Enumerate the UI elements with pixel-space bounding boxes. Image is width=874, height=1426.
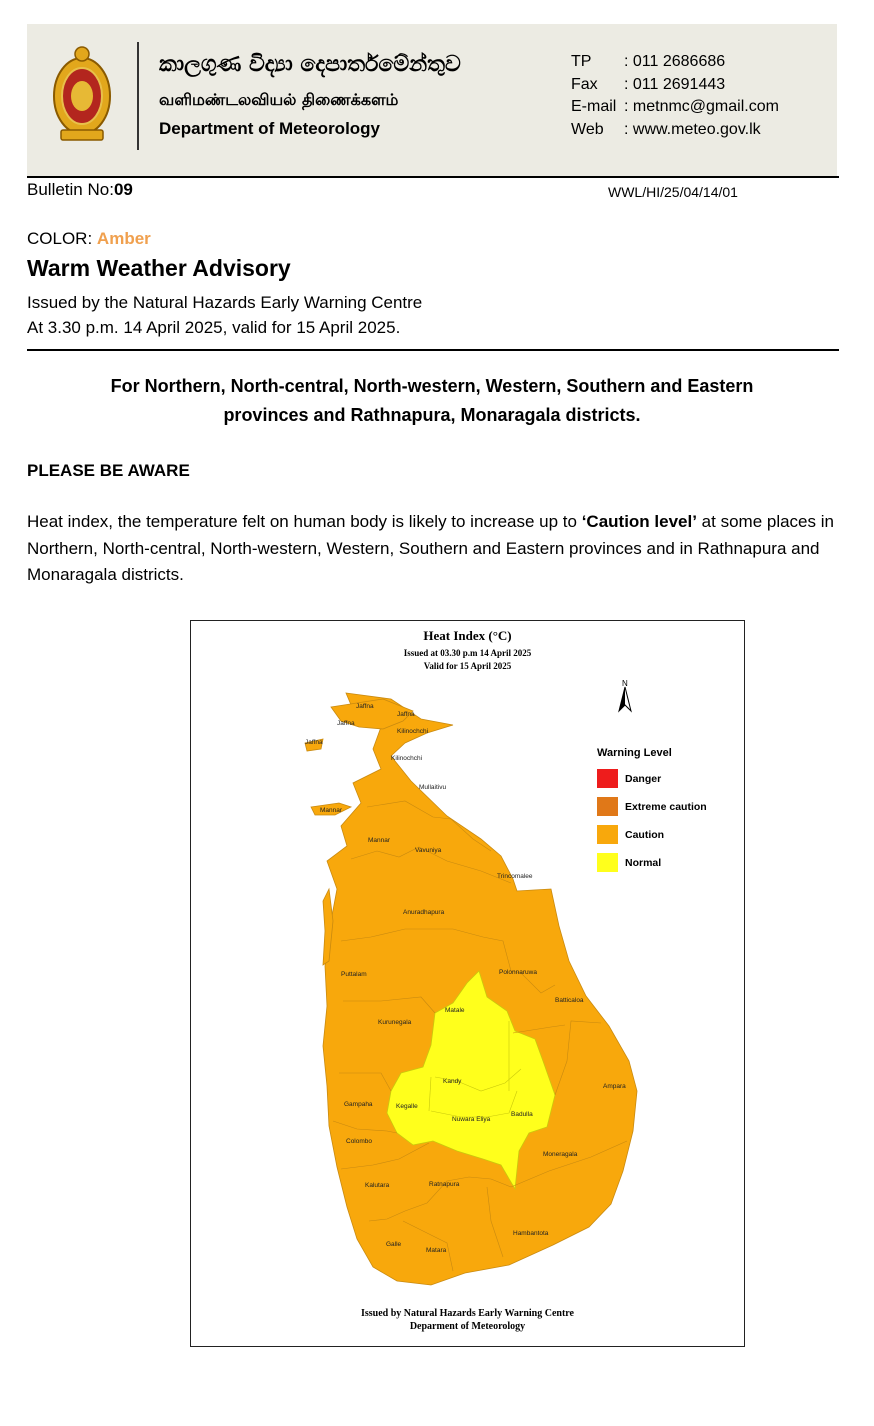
district-label-kegalle: Kegalle xyxy=(396,1103,418,1110)
legend-item-danger xyxy=(597,768,707,789)
district-label-jaffna: Jaffna xyxy=(397,711,415,718)
legend-item-caution xyxy=(597,824,707,845)
district-label-jaffna: Jaffna xyxy=(305,739,323,746)
color-level xyxy=(27,229,151,249)
contact-value: : 011 2691443 xyxy=(624,75,726,93)
color-value: Amber xyxy=(96,229,151,248)
district-label-mullaitivu: Mullaitivu xyxy=(419,784,447,791)
district-label-mannar: Mannar xyxy=(320,807,343,814)
org-name-sinhala: කාලගුණ විද්‍යා දෙපාර්තමේන්තුව xyxy=(159,52,461,77)
legend-label: Danger xyxy=(625,772,662,785)
legend-swatch xyxy=(597,853,618,872)
legend-label: Normal xyxy=(625,856,662,869)
district-label-matara: Matara xyxy=(426,1247,447,1254)
district-label-gampaha: Gampaha xyxy=(344,1101,373,1108)
district-label-anuradhapura: Anuradhapura xyxy=(403,909,445,916)
contact-block xyxy=(571,51,779,141)
contact-key: Fax xyxy=(571,75,598,93)
color-label: COLOR: xyxy=(27,229,93,248)
sri-lanka-map xyxy=(191,621,743,1345)
regions-line-1: For Northern, North-central, North-western, Western, Southern and Eastern xyxy=(110,376,754,396)
contact-value: : 011 2686686 xyxy=(624,53,726,70)
district-label-ratnapura: Ratnapura xyxy=(429,1181,460,1188)
sri-lanka-emblem-icon xyxy=(51,44,113,144)
district-label-colombo: Colombo xyxy=(346,1138,373,1145)
district-label-kilinochchi: Kilinochchi xyxy=(391,755,423,762)
contact-value[interactable]: : metnmc@gmail.com xyxy=(624,98,779,115)
bulletin-number xyxy=(27,180,133,200)
contact-fax xyxy=(571,74,779,97)
issued-info xyxy=(27,290,422,340)
letterhead xyxy=(27,24,837,176)
district-label-mannar: Mannar xyxy=(368,837,391,844)
issued-by: Issued by the Natural Hazards Early Warning Centre xyxy=(27,293,423,312)
bulletin-label: Bulletin No: xyxy=(27,180,114,199)
district-label-polonnaruwa: Polonnaruwa xyxy=(499,969,537,976)
org-name-tamil: வளிமண்டலவியல் திணைக்களம் xyxy=(159,90,399,109)
legend-label: Extreme caution xyxy=(625,800,707,813)
district-label-kilinochchi: Kilinochchi xyxy=(397,728,429,735)
section-rule xyxy=(27,349,839,351)
district-label-batticaloa: Batticaloa xyxy=(555,997,584,1004)
advisory-body xyxy=(27,509,842,589)
legend-swatch xyxy=(597,825,618,844)
map-title: Heat Index (°C) xyxy=(423,628,512,643)
header-divider xyxy=(137,42,139,150)
district-label-moneragala: Moneragala xyxy=(543,1151,578,1158)
header-rule xyxy=(27,176,839,178)
district-label-trincomalee: Trincomalee xyxy=(497,873,533,880)
regions-line-2: provinces and Rathnapura, Monaragala districts. xyxy=(223,405,641,425)
legend-title: Warning Level xyxy=(597,747,672,759)
map-footer-department: Deparment of Meteorology xyxy=(409,1321,526,1332)
legend-swatch xyxy=(597,769,618,788)
map-legend xyxy=(597,747,707,880)
org-name-english: Department of Meteorology xyxy=(159,119,381,138)
body-pre: Heat index, the temperature felt on human body is likely to increase up to xyxy=(27,512,582,531)
contact-key: E-mail xyxy=(571,98,617,115)
affected-regions xyxy=(27,372,837,430)
map-issued: Issued at 03.30 p.m 14 April 2025 xyxy=(403,648,532,658)
district-label-kandy: Kandy xyxy=(443,1078,462,1085)
legend-label: Caution xyxy=(625,828,665,841)
district-label-hambantota: Hambantota xyxy=(513,1230,549,1237)
issued-time: At 3.30 p.m. 14 April 2025, valid for 15 April 2025. xyxy=(27,318,401,337)
district-label-kalutara: Kalutara xyxy=(365,1182,390,1189)
district-label-nuwara-eliya: Nuwara Eliya xyxy=(452,1116,491,1123)
heat-index-map xyxy=(190,620,745,1347)
district-label-puttalam: Puttalam xyxy=(341,971,367,978)
contact-value[interactable]: : www.meteo.gov.lk xyxy=(624,120,761,138)
contact-key: Web xyxy=(571,120,604,138)
district-label-ampara: Ampara xyxy=(603,1083,626,1090)
contact-web xyxy=(571,119,779,142)
legend-swatch xyxy=(597,797,618,816)
advisory-title: Warm Weather Advisory xyxy=(27,255,291,281)
legend-item-normal xyxy=(597,852,707,873)
district-label-badulla: Badulla xyxy=(511,1111,533,1118)
district-label-galle: Galle xyxy=(386,1241,402,1248)
aware-heading: PLEASE BE AWARE xyxy=(27,461,190,480)
district-label-matale: Matale xyxy=(445,1007,465,1014)
legend-item-extreme-caution xyxy=(597,796,707,817)
body-post: at some places in Northern, North-central, North-western, Western, Southern and Eastern provinces and in Rathnapura and Monaragala districts. xyxy=(27,512,834,584)
bulletin-value: 09 xyxy=(113,180,133,199)
contact-key: TP xyxy=(571,53,592,70)
district-label-vavuniya: Vavuniya xyxy=(415,847,442,854)
contact-email xyxy=(571,96,779,119)
body-bold: ‘Caution level’ xyxy=(581,512,697,531)
district-label-jaffna: Jaffna xyxy=(356,703,374,710)
bulletin-reference: WWL/HI/25/04/14/01 xyxy=(608,184,738,200)
map-valid: Valid for 15 April 2025 xyxy=(423,661,512,671)
contact-phone xyxy=(571,51,779,74)
north-label: N xyxy=(622,679,628,688)
district-label-kurunegala: Kurunegala xyxy=(378,1019,412,1026)
district-label-jaffna: Jaffna xyxy=(337,720,355,727)
map-footer-issuer: Issued by Natural Hazards Early Warning Centre xyxy=(361,1308,574,1319)
